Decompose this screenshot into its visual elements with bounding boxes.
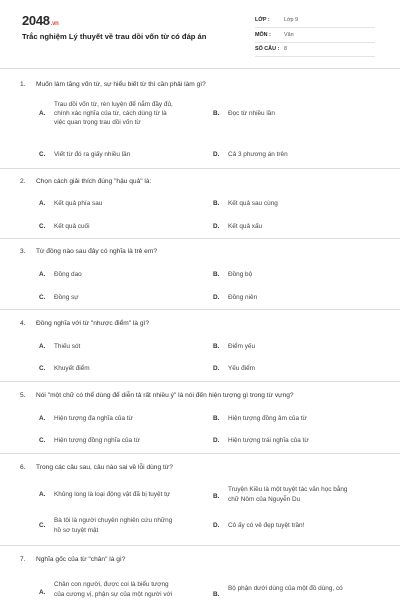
option-text: Bộ phận dưới dùng của một đồ dùng, có — [228, 585, 343, 592]
divider — [0, 238, 400, 239]
meta-key: SỐ CÂU : — [255, 46, 280, 52]
divider — [0, 168, 400, 169]
option-text: Viết từ đó ra giấy nhiều lần — [54, 151, 131, 158]
option-letter: D. — [213, 437, 220, 444]
question-text — [20, 556, 125, 563]
option-letter: C. — [39, 522, 46, 529]
question-number: 2. — [20, 178, 26, 185]
option-text: Kết quả phía sau — [54, 200, 103, 207]
option-text: Cô ấy có vẻ đẹp tuyệt trần! — [228, 522, 305, 529]
question-number: 4. — [20, 320, 26, 327]
option-letter: C. — [39, 294, 46, 301]
option-letter: A. — [39, 589, 46, 596]
option-d[interactable] — [213, 516, 373, 536]
option-text: Yếu điểm — [228, 365, 255, 372]
option-text: Hiện tượng trái nghĩa của từ — [228, 437, 309, 444]
divider — [0, 381, 400, 382]
option-text: Kết quả sau cùng — [228, 200, 278, 207]
meta-row-count — [255, 43, 375, 57]
option-text: Đồng dao — [54, 271, 82, 278]
option-letter: D. — [213, 365, 220, 372]
option-text: của cương vị, phận sự của một người với — [54, 591, 173, 598]
meta-value: Văn — [284, 32, 294, 38]
option-letter: D. — [213, 151, 220, 158]
option-letter: A. — [39, 415, 46, 422]
option-text: chính xác nghĩa của từ, cách dùng từ là — [54, 110, 167, 117]
question-number: 5. — [20, 392, 26, 399]
divider — [0, 545, 400, 546]
meta-key: LỚP : — [255, 17, 270, 23]
option-text: Đọc từ nhiều lần — [228, 110, 275, 117]
question-number: 1. — [20, 81, 26, 88]
option-text: Chân con người, được coi là biểu tượng — [54, 581, 169, 588]
option-c[interactable] — [39, 516, 199, 536]
page-header — [0, 0, 400, 62]
option-b[interactable] — [213, 580, 373, 600]
question-text — [20, 178, 151, 185]
option-text: Đồng niên — [228, 294, 258, 301]
option-text: Hiện tượng đồng âm của từ — [228, 415, 307, 422]
option-letter: C. — [39, 151, 46, 158]
question-text — [20, 248, 157, 255]
option-text: Trau dồi vốn từ, rèn luyện để nắm đầy đủ, — [54, 101, 173, 108]
option-letter: B. — [213, 343, 220, 350]
option-text: Điểm yếu — [228, 343, 255, 350]
divider — [0, 309, 400, 310]
option-text: việc quan trọng trau dồi vốn từ — [54, 119, 141, 126]
option-letter: C. — [39, 437, 46, 444]
option-letter: C. — [39, 365, 46, 372]
question-text — [20, 320, 149, 327]
question-prompt: Từ đồng nào sau đây có nghĩa là trẻ em? — [36, 248, 157, 255]
option-text: chữ Nôm của Nguyễn Du — [228, 496, 301, 503]
option-letter: B. — [213, 271, 220, 278]
option-text: Hiện tượng đồng nghĩa của từ — [54, 437, 140, 444]
document-title: Trắc nghiệm Lý thuyết về trau dồi vốn từ có đáp án — [22, 32, 207, 41]
option-letter: A. — [39, 110, 46, 117]
logo-suffix: .vn — [50, 21, 59, 27]
option-b[interactable] — [213, 99, 373, 129]
question-prompt: Chọn cách giải thích đúng "hậu quả" là: — [36, 178, 152, 185]
option-b[interactable] — [213, 485, 373, 505]
divider — [0, 68, 400, 69]
option-text: Truyện Kiều là một tuyệt tác văn học bằng — [228, 486, 348, 493]
option-a[interactable] — [39, 99, 199, 129]
option-letter: B. — [213, 200, 220, 207]
question-prompt: Muốn làm tăng vốn từ, sự hiểu biết từ thì cần phải làm gì? — [36, 81, 206, 88]
option-a[interactable] — [39, 485, 199, 505]
question-number: 6. — [20, 464, 26, 471]
meta-value: Lớp 9 — [284, 17, 299, 23]
option-text: Đồng bộ — [228, 271, 253, 278]
question-text — [20, 81, 206, 88]
option-letter: C. — [39, 223, 46, 230]
option-a[interactable] — [39, 580, 199, 600]
option-text: Bà tôi là người chuyên nghiên cứu những — [54, 517, 173, 524]
question-prompt: Nghĩa gốc của từ "chân" là gì? — [36, 556, 126, 563]
option-letter: D. — [213, 223, 220, 230]
question-prompt: Nói "một chữ có thể dùng để diễn tả rất nhiều ý" là nói đến hiện tượng gì trong từ vựng? — [36, 392, 294, 399]
option-letter: D. — [213, 522, 220, 529]
option-text: Khuyết điểm — [54, 365, 90, 372]
question-number: 7. — [20, 556, 26, 563]
option-letter: B. — [213, 415, 220, 422]
question-text — [20, 392, 294, 399]
option-letter: A. — [39, 200, 46, 207]
option-letter: B. — [213, 591, 220, 598]
meta-row-class — [255, 14, 375, 28]
question-prompt: Đồng nghĩa với từ "nhược điểm" là gì? — [36, 320, 150, 327]
option-letter: B. — [213, 493, 220, 500]
logo-main: 2048 — [22, 13, 50, 28]
site-logo[interactable] — [22, 13, 59, 28]
meta-value: 8 — [284, 46, 287, 52]
meta-key: MÔN : — [255, 32, 271, 38]
option-text: Cả 3 phương án trên — [228, 151, 288, 158]
option-letter: A. — [39, 343, 46, 350]
meta-row-subject — [255, 29, 375, 43]
option-text: Khủng long là loại động vật đã bị tuyệt tự — [54, 491, 171, 498]
option-text: Kết quả cuối — [54, 223, 90, 230]
option-text: Kết quả xấu — [228, 223, 263, 230]
option-letter: D. — [213, 294, 220, 301]
divider — [0, 453, 400, 454]
option-text: Đồng sự — [54, 294, 79, 301]
option-text: Thiếu sót — [54, 343, 81, 350]
question-text — [20, 464, 173, 471]
option-letter: B. — [213, 110, 220, 117]
option-text: hồ sơ tuyệt mật — [54, 527, 99, 534]
question-number: 3. — [20, 248, 26, 255]
option-letter: A. — [39, 271, 46, 278]
option-text: Hiện tượng đa nghĩa của từ — [54, 415, 133, 422]
question-prompt: Trong các câu sau, câu nào sai về lỗi dùng từ? — [36, 464, 173, 471]
option-letter: A. — [39, 491, 46, 498]
